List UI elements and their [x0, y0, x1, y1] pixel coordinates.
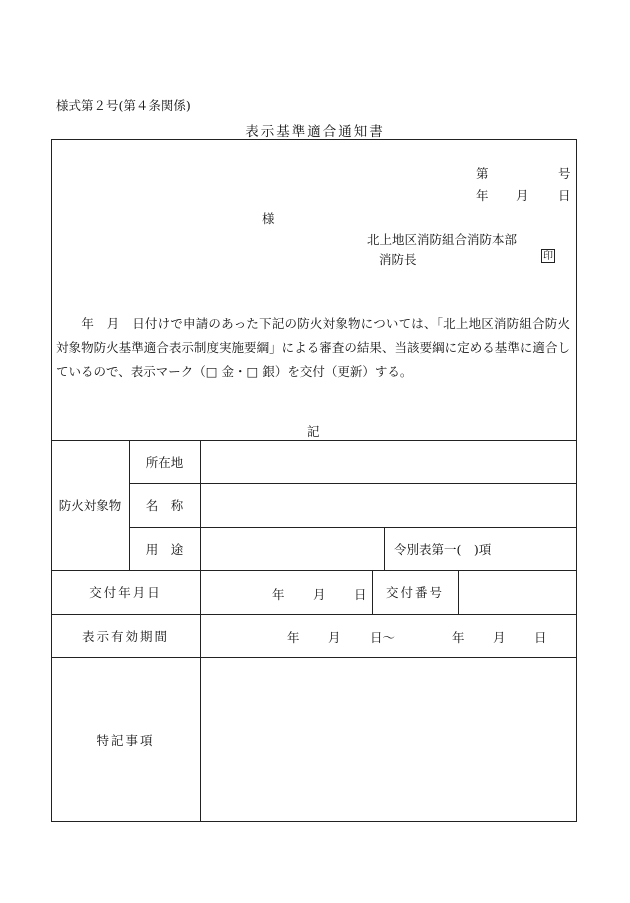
date-year: 年 [476, 188, 489, 203]
body-text: 年 月 日付けで申請のあった下記の防火対象物については、「北上地区消防組合防火対象物防火基準適合表示制度実施要綱」による審査の結果、当該要綱に定める基準に適合しているので、表示マーク（□ 金・□ 銀）を交付（更新）する。 [56, 316, 570, 379]
issue-date-label: 交付年月日 [89, 585, 162, 600]
validity-to-day: 日 [534, 630, 547, 645]
issuer-org: 北上地区消防組合消防本部 [367, 232, 518, 247]
col-line-issue-number-value [458, 570, 459, 614]
form-label: 様式第２号(第４条関係) [56, 98, 191, 113]
issue-number-label: 交付番号 [385, 585, 444, 600]
validity-label: 表示有効期間 [81, 628, 169, 644]
issue-date-day: 日 [354, 587, 367, 602]
number-prefix: 第 [476, 166, 489, 181]
remarks-label: 特記事項 [96, 732, 155, 748]
issue-date-year: 年 [272, 587, 285, 602]
addressee-suffix: 様 [262, 211, 275, 226]
number-suffix: 号 [558, 166, 571, 181]
validity-from-day: 日〜 [370, 630, 396, 645]
issue-date-month: 月 [313, 587, 326, 602]
validity-to-month: 月 [493, 630, 506, 645]
location-label: 所在地 [145, 454, 184, 470]
use-label: 用 途 [145, 541, 184, 557]
target-label: 防火対象物 [58, 498, 122, 513]
col-line-label [200, 440, 201, 822]
order-table-text: 令別表第一( )項 [394, 541, 492, 557]
name-label: 名 称 [145, 498, 184, 513]
ki-label: 記 [307, 424, 320, 439]
validity-to-year: 年 [452, 630, 465, 645]
date-month: 月 [516, 188, 529, 203]
validity-from-month: 月 [328, 630, 341, 645]
validity-from-year: 年 [287, 630, 300, 645]
date-day: 日 [558, 188, 571, 203]
seal-mark: 印 [543, 251, 553, 262]
issuer-title: 消防長 [379, 252, 417, 267]
document-title: 表示基準適合通知書 [245, 124, 385, 140]
